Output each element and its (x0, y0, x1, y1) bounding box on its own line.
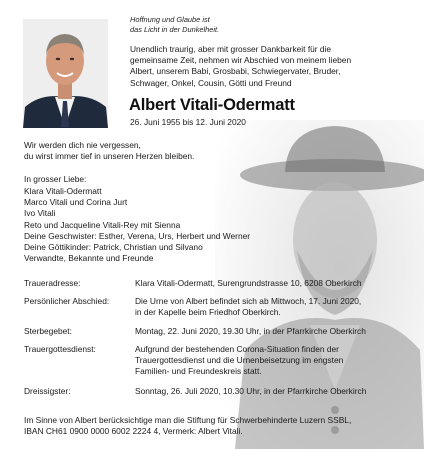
donation-note (24, 415, 419, 437)
info-line: Klara Vitali-Odermatt, Surengrundstrasse 10, 6208 Oberkirch (135, 278, 362, 288)
info-label: Sterbegebet: (24, 326, 72, 336)
life-dates: 26. Juni 1955 bis 12. Juni 2020 (130, 117, 246, 127)
info-line: in der Kapelle beim Friedhof Oberkirch. (135, 307, 281, 318)
family-member: Klara Vitali-Odermatt (24, 186, 102, 196)
info-line: Montag, 22. Juni 2020, 19.30 Uhr, in der Pfarrkirche Oberkirch (135, 326, 366, 336)
intro-line: Unendlich traurig, aber mit grosser Dankbarkeit für die (130, 44, 332, 54)
info-line: Die Urne von Albert befindet sich ab Mittwoch, 17. Juni 2020, (135, 296, 362, 306)
deceased-name: Albert Vitali-Odermatt (129, 96, 295, 114)
donation-line: Im Sinne von Albert berücksichtige man die Stiftung für Schwerbehinderte Luzern SSBL, (24, 415, 352, 425)
info-label: Traueradresse: (24, 278, 81, 288)
motto-line: das Licht in der Dunkelheit. (130, 25, 220, 34)
remembrance-line: du wirst immer tief in unseren Herzen bleiben. (24, 151, 195, 162)
info-line: Sonntag, 26. Juli 2020, 10.30 Uhr, in der Pfarrkirche Oberkirch (135, 386, 367, 396)
family-list (24, 186, 250, 264)
info-label: Trauergottesdienst: (24, 344, 96, 354)
intro-text (130, 44, 415, 89)
remembrance-text (24, 140, 194, 162)
remembrance-line: Wir werden dich nie vergessen, (24, 140, 141, 150)
info-label: Dreissigster: (24, 386, 71, 396)
donation-line: IBAN CH61 0900 0000 6002 2224 4, Vermerk: Albert Vitali. (24, 426, 243, 437)
info-line: Trauergottesdienst und die Urnenbeisetzung im engsten (135, 355, 344, 366)
intro-line: gemeinsame Zeit, nehmen wir Abschied von meinem lieben (130, 55, 352, 66)
info-label: Persönlicher Abschied: (24, 296, 110, 306)
info-value (135, 326, 417, 337)
family-member: Deine Geschwister: Esther, Verena, Urs, Herbert und Werner (24, 230, 251, 241)
family-member: Marco Vitali und Corina Jurt (24, 197, 128, 208)
family-heading: In grosser Liebe: (24, 174, 87, 184)
family-member: Verwandte, Bekannte und Freunde (24, 253, 154, 264)
info-value (135, 386, 417, 397)
info-line: Aufgrund der bestehenden Corona-Situation finden der (135, 344, 339, 354)
motto-quote (130, 15, 219, 35)
info-line: Familien- und Freundeskreis statt. (135, 366, 262, 377)
info-value (135, 344, 417, 378)
info-value (135, 278, 417, 289)
family-member: Ivo Vitali (24, 208, 56, 219)
info-value (135, 296, 417, 318)
family-member: Deine Göttikinder: Patrick, Christian und Silvano (24, 242, 203, 253)
motto-line: Hoffnung und Glaube ist (130, 15, 210, 24)
portrait-photo (23, 19, 108, 128)
intro-line: Schwager, Onkel, Cousin, Götti und Freund (130, 77, 292, 88)
intro-line: Albert, unserem Babi, Grosbabi, Schwiegervater, Bruder, (130, 66, 341, 77)
family-member: Reto und Jacqueline Vitali-Rey mit Sienna (24, 219, 181, 230)
